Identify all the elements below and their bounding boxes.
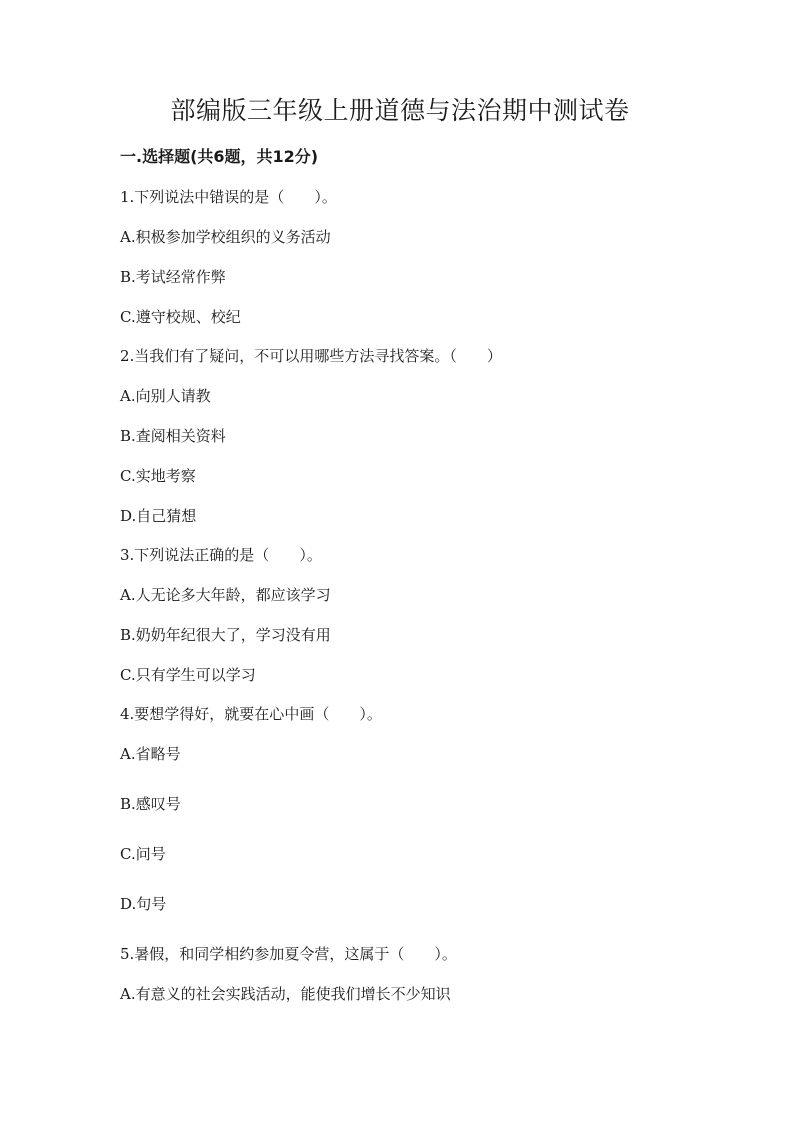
exam-title: 部编版三年级上册道德与法治期中测试卷 — [170, 96, 630, 125]
option-a: A.有意义的社会实践活动，能使我们增长不少知识 — [120, 985, 451, 1003]
option-d: D.句号 — [120, 895, 167, 913]
option-c: C.遵守校规、校纪 — [120, 308, 241, 326]
question-stem: 3.下列说法正确的是（ ）。 — [120, 546, 322, 564]
option-a: A.积极参加学校组织的义务活动 — [120, 228, 331, 246]
option-a: A.向别人请教 — [120, 387, 211, 405]
option-d: D.自己猜想 — [120, 507, 197, 525]
option-b: B.考试经常作弊 — [120, 268, 226, 286]
option-a: A.人无论多大年龄，都应该学习 — [120, 586, 331, 604]
option-b: B.查阅相关资料 — [120, 427, 226, 445]
option-b: B.奶奶年纪很大了，学习没有用 — [120, 626, 331, 644]
question-stem: 4.要想学得好，就要在心中画（ ）。 — [120, 705, 382, 723]
option-a: A.省略号 — [120, 745, 181, 763]
question-stem: 2.当我们有了疑问，不可以用哪些方法寻找答案。（ ） — [120, 347, 502, 365]
option-c: C.问号 — [120, 845, 166, 863]
option-c: C.实地考察 — [120, 467, 196, 485]
option-c: C.只有学生可以学习 — [120, 666, 256, 684]
question-stem: 5.暑假，和同学相约参加夏令营，这属于（ ）。 — [120, 945, 457, 963]
section-heading: 一.选择题(共6题，共12分) — [120, 147, 319, 166]
question-stem: 1.下列说法中错误的是（ ）。 — [120, 188, 337, 206]
option-b: B.感叹号 — [120, 795, 181, 813]
